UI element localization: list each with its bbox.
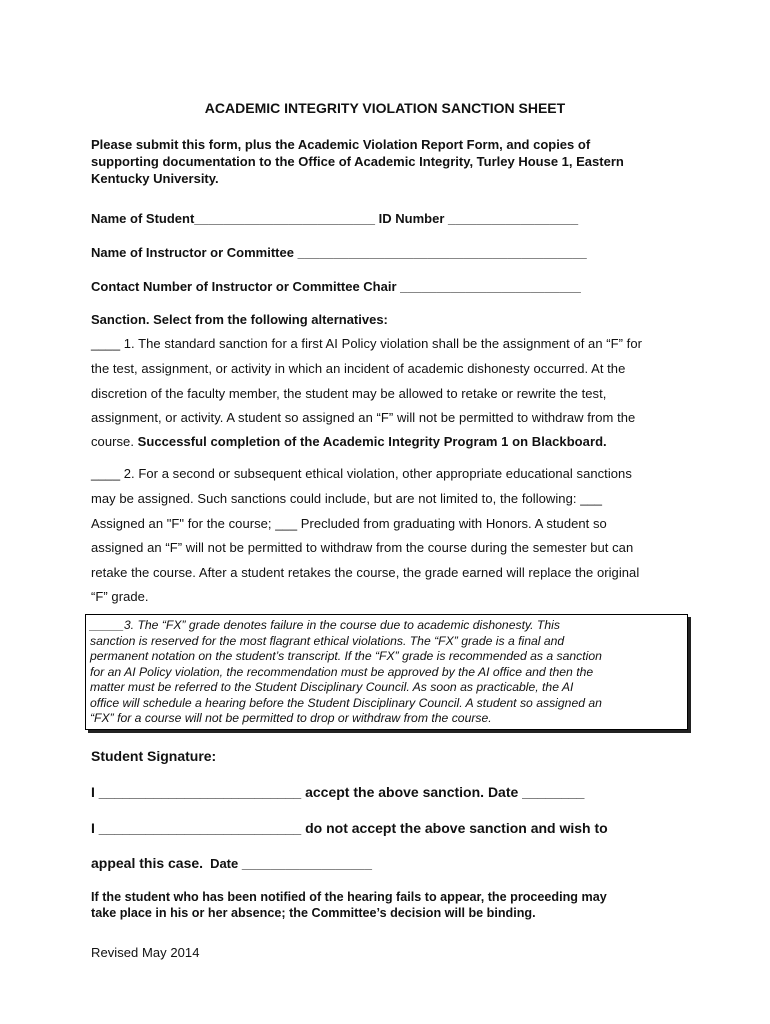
intro-line: supporting documentation to the Office of Academic Integrity, Turley House 1, Eastern <box>91 154 624 169</box>
option2-line: retake the course. After a student retakes the course, the grade earned will replace the original <box>91 565 640 580</box>
hearing-note <box>91 889 607 921</box>
option3-line: _____3. The “FX” grade denotes failure in the course due to academic dishonesty. This <box>90 618 560 632</box>
intro-line: Kentucky University. <box>91 171 219 186</box>
option3-line: permanent notation on the student’s transcript. If the “FX” grade is recommended as a sanction <box>90 649 602 663</box>
option1-line: ____ 1. The standard sanction for a first AI Policy violation shall be the assignment of an “F” for <box>91 336 642 351</box>
option3-line: sanction is reserved for the most flagrant ethical violations. The “FX” grade is a final and <box>90 634 565 648</box>
option3-line: matter must be referred to the Student Disciplinary Council. As soon as practicable, the AI <box>90 680 574 694</box>
option1-program-requirement: Successful completion of the Academic Integrity Program 1 on Blackboard. <box>137 434 607 449</box>
hearing-note-line: If the student who has been notified of the hearing fails to appear, the proceeding may <box>91 890 607 904</box>
option3-line: “FX” for a course will not be permitted to drop or withdraw from the course. <box>90 711 492 725</box>
contact-number-field: Contact Number of Instructor or Committee Chair _________________________ <box>91 279 581 294</box>
signature-heading: Student Signature: <box>91 748 217 764</box>
option2-line: may be assigned. Such sanctions could include, but are not limited to, the following: ___ <box>91 491 603 506</box>
option3-line: office will schedule a hearing before the Student Disciplinary Council. A student so assigned an <box>90 696 602 710</box>
student-name-id-field: Name of Student_________________________ ID Number __________________ <box>91 211 579 226</box>
option2-line: Assigned an "F" for the course; ___ Precluded from graduating with Honors. A student so <box>91 516 607 531</box>
revision-date: Revised May 2014 <box>91 945 200 960</box>
hearing-note-line: take place in his or her absence; the Committee’s decision will be binding. <box>91 906 536 920</box>
option2-line: “F” grade. <box>91 589 149 604</box>
option1-line: assignment, or activity. A student so assigned an “F” will not be permitted to withdraw from the <box>91 410 636 425</box>
form-title: ACADEMIC INTEGRITY VIOLATION SANCTION SHEET <box>204 100 566 116</box>
intro-line: Please submit this form, plus the Academic Violation Report Form, and copies of <box>91 137 591 152</box>
appeal-line <box>91 855 372 873</box>
intro-paragraph <box>91 136 624 187</box>
appeal-text: appeal this case. <box>91 855 204 871</box>
option3-line: for an AI Policy violation, the recommendation must be approved by the AI office and then the <box>90 665 594 679</box>
option1-line: the test, assignment, or activity in which an incident of academic dishonesty occurred. At the <box>91 361 626 376</box>
accept-signature-line: I __________________________ accept the above sanction. Date ________ <box>91 784 585 800</box>
sanction-heading: Sanction. Select from the following alternatives: <box>91 312 388 327</box>
option1-line: discretion of the faculty member, the student may be allowed to retake or rewrite the test, <box>91 386 607 401</box>
option1-last-line <box>91 434 607 449</box>
appeal-date-field: Date __________________ <box>210 856 372 871</box>
option2-line: ____ 2. For a second or subsequent ethical violation, other appropriate educational sanctions <box>91 466 632 481</box>
instructor-name-field: Name of Instructor or Committee ________________________________________ <box>91 245 587 260</box>
reject-signature-line: I __________________________ do not accept the above sanction and wish to <box>91 820 608 836</box>
option2-line: assigned an “F” will not be permitted to withdraw from the course during the semester but can <box>91 540 634 555</box>
option1-last-plain: course. <box>91 434 138 449</box>
